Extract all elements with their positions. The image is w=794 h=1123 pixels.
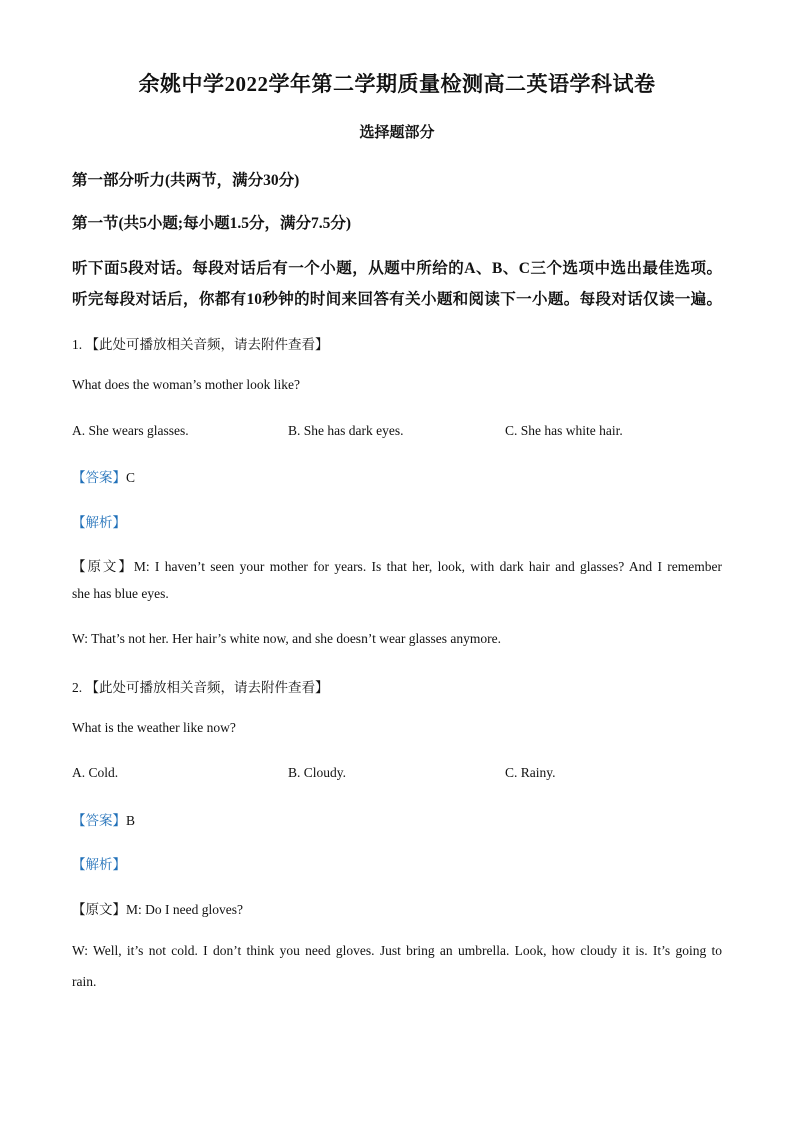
question-text: What does the woman’s mother look like? bbox=[72, 377, 300, 392]
question-text: What is the weather like now? bbox=[72, 720, 236, 735]
dialogue-line-3: W: That’s not her. Her hair’s white now, and she doesn’t wear glasses anymore. bbox=[72, 631, 502, 646]
original-label: 【原文】 bbox=[72, 902, 126, 917]
dialogue-text: M: Do I need gloves? bbox=[126, 902, 243, 917]
option-c: C. Rainy. bbox=[505, 765, 556, 780]
option-c: C. She has white hair. bbox=[505, 423, 623, 438]
part1-heading: 第一部分听力(共两节，满分30分) bbox=[72, 172, 300, 189]
instruction-line-1: 听下面5段对话。每段对话后有一个小题，从题中所给的A、B、C三个选项中选出最佳选项。 bbox=[72, 260, 722, 277]
answer-row bbox=[72, 809, 135, 829]
section1-heading: 第一节(共5小题;每小题1.5分，满分7.5分) bbox=[72, 215, 351, 232]
section-subtitle: 选择题部分 bbox=[359, 125, 435, 141]
answer-row bbox=[72, 466, 135, 486]
dialogue-line-3: rain. bbox=[72, 974, 97, 989]
answer-value: C bbox=[126, 470, 136, 485]
option-b: B. Cloudy. bbox=[288, 765, 347, 780]
question-number: 2. bbox=[72, 680, 83, 695]
answer-value: B bbox=[126, 813, 136, 828]
option-a: A. She wears glasses. bbox=[72, 423, 189, 438]
audio-note-link[interactable]: 【此处可播放相关音频，请去附件查看】 bbox=[85, 680, 329, 695]
question-number: 1. bbox=[72, 337, 83, 352]
original-label: 【原文】 bbox=[72, 559, 134, 574]
option-a: A. Cold. bbox=[72, 765, 119, 780]
answer-label: 【答案】 bbox=[72, 470, 126, 485]
exam-title: 余姚中学2022学年第二学期质量检测高二英语学科试卷 bbox=[138, 72, 656, 96]
dialogue-line-1 bbox=[72, 555, 722, 575]
analysis-label: 【解析】 bbox=[72, 857, 126, 872]
dialogue-line-2: W: Well, it’s not cold. I don’t think you need gloves. Just bring an umbrella. Look, how cloudy it is. It’s going to bbox=[72, 943, 722, 958]
answer-label: 【答案】 bbox=[72, 813, 126, 828]
audio-note-link[interactable]: 【此处可播放相关音频，请去附件查看】 bbox=[85, 337, 329, 352]
option-b: B. She has dark eyes. bbox=[288, 423, 404, 438]
analysis-label: 【解析】 bbox=[72, 515, 126, 530]
dialogue-line-2: she has blue eyes. bbox=[72, 586, 169, 601]
question-2-header bbox=[72, 676, 329, 696]
dialogue-line-1 bbox=[72, 898, 243, 918]
question-1-header bbox=[72, 333, 329, 353]
instruction-line-2: 听完每段对话后，你都有10秒钟的时间来回答有关小题和阅读下一小题。每段对话仅读一遍。 bbox=[72, 291, 722, 308]
dialogue-text: M: I haven’t seen your mother for years. Is that her, look, with dark hair and glasses? And I remember bbox=[133, 559, 722, 574]
